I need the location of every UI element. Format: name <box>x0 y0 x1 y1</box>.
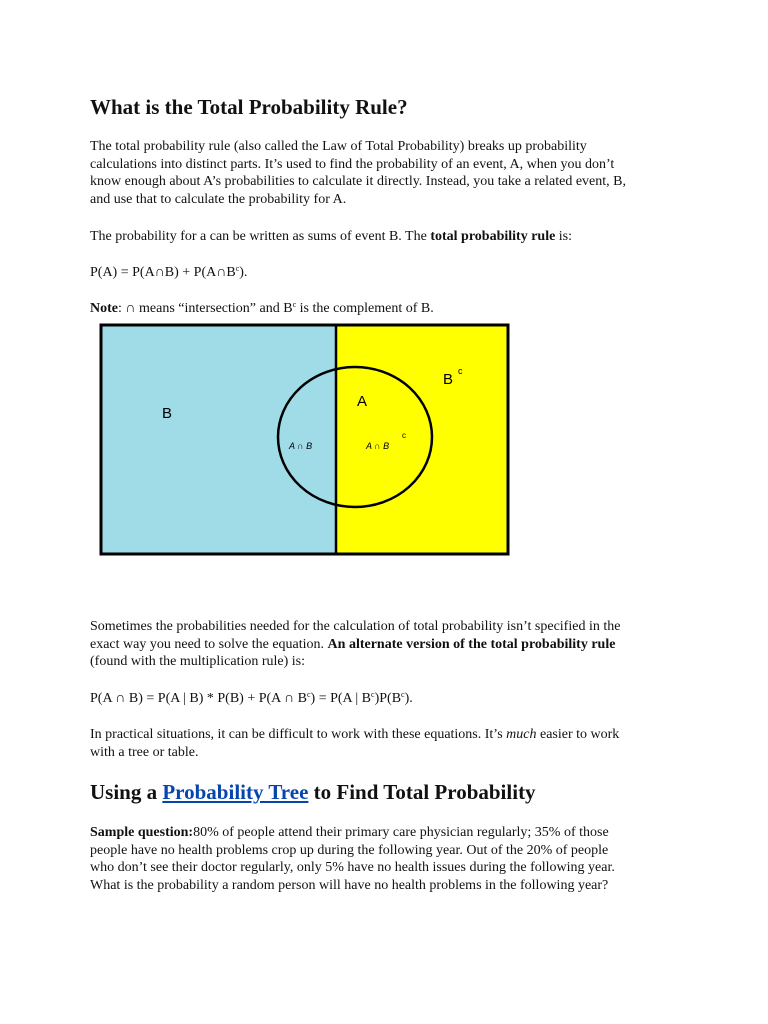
formula-alternate <box>90 690 675 708</box>
heading2-text: to Find Total Probability <box>308 780 536 804</box>
alt-line: exact way you need to solve the equation. <box>90 636 328 652</box>
formula2-sup: c <box>401 690 405 699</box>
intro-line: know enough about A’s probabilities to calculate it directly. Instead, you take a related event, B, <box>90 174 626 189</box>
sums-paragraph <box>90 228 675 246</box>
note-label: Note <box>90 301 118 316</box>
practical-paragraph <box>90 726 675 761</box>
formula-total-probability <box>90 264 675 282</box>
practical-text: easier to work <box>536 727 620 742</box>
intro-paragraph <box>90 138 675 208</box>
sample-line: people have no health problems crop up during the following year. Out of the 20% of people <box>90 842 609 858</box>
alt-line: Sometimes the probabilities needed for the calculation of total probability isn’t specified in the <box>90 619 621 634</box>
note-paragraph <box>90 300 675 318</box>
sample-line: 80% of people attend their primary care physician regularly; 35% of those <box>193 825 609 840</box>
label-b: B <box>162 405 173 422</box>
heading2-text: Using a <box>90 780 163 804</box>
formula2-part: P(A ∩ B) = P(A | B) * P(B) + P(A ∩ B <box>90 691 307 706</box>
sums-bold: total probability rule <box>430 229 556 244</box>
alternate-paragraph <box>90 618 675 671</box>
sample-line: who don’t see their doctor regularly, only 5% have no health issues during the following year. <box>90 860 615 875</box>
section-heading <box>90 780 536 804</box>
label-a-and-b-complement-sup: c <box>402 431 406 440</box>
formula2-sup: c <box>371 690 375 699</box>
alt-line: (found with the multiplication rule) is: <box>90 654 306 669</box>
sample-line: What is the probability a random person will have no health problems in the following year? <box>90 877 609 893</box>
practical-italic: much <box>506 727 537 742</box>
intro-line: The total probability rule (also called the Law of Total Probability) breaks up probability <box>90 139 587 154</box>
note-sup: c <box>292 300 297 309</box>
intro-line: calculations into distinct parts. It’s used to find the probability of an event, A, when you don’t <box>90 156 615 172</box>
sample-question-paragraph <box>90 824 675 894</box>
alt-bold: An alternate version of the total probability rule <box>327 636 616 652</box>
sample-label: Sample question: <box>90 825 194 840</box>
sums-text: The probability for a can be written as sums of event B. The <box>90 229 431 244</box>
formula1-sup: c <box>235 264 240 273</box>
label-b-complement: B <box>443 371 454 388</box>
formula2-part: )P(B <box>374 691 402 706</box>
region-b-complement <box>337 325 508 554</box>
note-text: is the complement of B. <box>296 301 434 316</box>
probability-tree-link[interactable]: Probability Tree <box>162 780 309 804</box>
venn-diagram <box>98 322 512 560</box>
label-a: A <box>357 393 368 410</box>
label-a-and-b-complement: A ∩ B <box>366 441 390 451</box>
formula2-part: ) = P(A | B <box>310 691 372 706</box>
formula2-sup: c <box>306 690 311 699</box>
formula2-part: ). <box>404 691 413 706</box>
practical-text: In practical situations, it can be difficult to work with these equations. It’s <box>90 727 507 742</box>
formula1-part: ). <box>239 265 248 280</box>
page-title: What is the Total Probability Rule? <box>90 95 408 119</box>
practical-line: with a tree or table. <box>90 744 199 760</box>
note-text: : ∩ means “intersection” and B <box>118 301 293 316</box>
formula1-part: P(A) = P(A∩B) + P(A∩B <box>90 265 236 280</box>
intro-line: and use that to calculate the probability for A. <box>90 191 347 207</box>
sums-end: is: <box>555 229 573 244</box>
label-b-complement-sup: c <box>458 366 463 376</box>
region-b <box>101 325 337 554</box>
label-a-and-b: A ∩ B <box>289 441 313 451</box>
